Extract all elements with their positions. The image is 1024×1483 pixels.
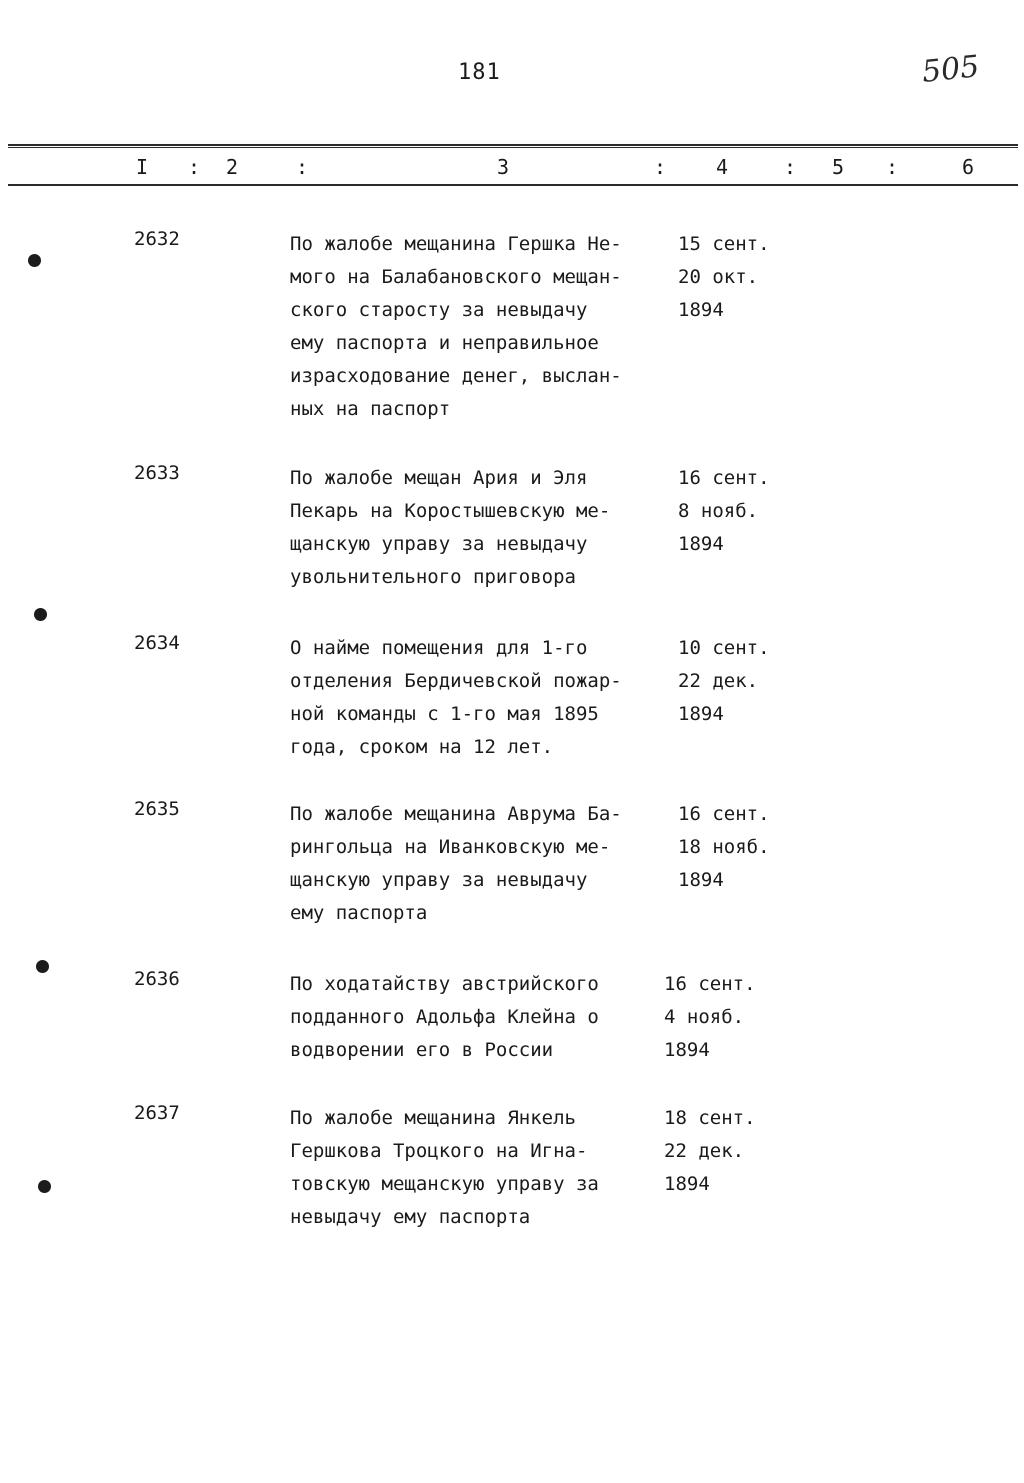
date-start: 16 сент. [678, 803, 770, 825]
date-year: 1894 [664, 1039, 710, 1061]
binder-hole [34, 608, 47, 621]
page-number: 181 [458, 60, 501, 85]
column-header-5: 5 [832, 155, 845, 179]
description-line: Пекарь на Коростышевскую ме- [290, 500, 611, 522]
date-start: 10 сент. [678, 637, 770, 659]
description-line: ных на паспорт [290, 398, 451, 420]
entry-description [290, 632, 622, 764]
entry-number: 2635 [134, 798, 180, 820]
description-line: товскую мещанскую управу за [290, 1173, 599, 1195]
column-separator: : [784, 155, 797, 179]
header-rule-top [8, 144, 1018, 146]
date-start: 16 сент. [664, 973, 756, 995]
date-start: 15 сент. [678, 233, 770, 255]
binder-hole [38, 1180, 51, 1193]
description-line: ему паспорта и неправильное [290, 332, 599, 354]
entry-dates [678, 632, 770, 731]
description-line: рингольца на Иванковскую ме- [290, 836, 611, 858]
column-separator: : [886, 155, 899, 179]
description-line: щанскую управу за невыдачу [290, 533, 588, 555]
entry-description [290, 1102, 599, 1234]
column-separator: : [296, 155, 309, 179]
description-line: По жалобе мещанина Гершка Не- [290, 233, 622, 255]
entry-number: 2636 [134, 968, 180, 990]
entry-number: 2633 [134, 462, 180, 484]
description-line: ского старосту за невыдачу [290, 299, 588, 321]
entry-dates [664, 1102, 756, 1201]
date-year: 1894 [678, 299, 724, 321]
description-line: ему паспорта [290, 902, 428, 924]
description-line: израсходование денег, выслан- [290, 365, 622, 387]
entry-description [290, 798, 622, 930]
entry-number: 2637 [134, 1102, 180, 1124]
date-end: 4 нояб. [664, 1006, 745, 1028]
entry-dates [678, 228, 770, 327]
entry-number: 2632 [134, 228, 180, 250]
description-line: года, сроком на 12 лет. [290, 736, 554, 758]
description-line: мого на Балабановского мещан- [290, 266, 622, 288]
column-header-4: 4 [716, 155, 729, 179]
description-line: Гершкова Троцкого на Игна- [290, 1140, 588, 1162]
column-header-3: 3 [497, 155, 510, 179]
column-header-6: 6 [962, 155, 975, 179]
description-line: По жалобе мещанина Янкель [290, 1107, 576, 1129]
entry-description [290, 968, 599, 1067]
date-year: 1894 [678, 533, 724, 555]
date-end: 18 нояб. [678, 836, 770, 858]
date-end: 8 нояб. [678, 500, 759, 522]
entry-description [290, 228, 622, 426]
description-line: увольнительного приговора [290, 566, 576, 588]
date-end: 22 дек. [678, 670, 759, 692]
entry-number: 2634 [134, 632, 180, 654]
description-line: отделения Бердичевской пожар- [290, 670, 622, 692]
date-start: 18 сент. [664, 1107, 756, 1129]
description-line: невыдачу ему паспорта [290, 1206, 531, 1228]
entry-description [290, 462, 610, 594]
description-line: О найме помещения для 1-го [290, 637, 588, 659]
description-line: По жалобе мещанина Аврума Ба- [290, 803, 622, 825]
description-line: По ходатайству австрийского [290, 973, 599, 995]
date-year: 1894 [678, 869, 724, 891]
column-header-1: I [136, 155, 149, 179]
description-line: По жалобе мещан Ария и Эля [290, 467, 588, 489]
column-separator: : [654, 155, 667, 179]
binder-hole [36, 960, 49, 973]
description-line: щанскую управу за невыдачу [290, 869, 588, 891]
description-line: ной команды с 1-го мая 1895 [290, 703, 599, 725]
header-rule-top-thin [8, 147, 1018, 148]
column-separator: : [188, 155, 201, 179]
date-start: 16 сент. [678, 467, 770, 489]
description-line: водворении его в России [290, 1039, 554, 1061]
entry-dates [678, 798, 770, 897]
folio-number: 505 [920, 49, 981, 90]
entry-dates [678, 462, 770, 561]
header-rule-bottom [8, 184, 1018, 186]
column-header-2: 2 [226, 155, 239, 179]
entry-dates [664, 968, 756, 1067]
description-line: подданного Адольфа Клейна о [290, 1006, 599, 1028]
date-end: 22 дек. [664, 1140, 745, 1162]
date-end: 20 окт. [678, 266, 759, 288]
date-year: 1894 [678, 703, 724, 725]
binder-hole [28, 254, 41, 267]
date-year: 1894 [664, 1173, 710, 1195]
